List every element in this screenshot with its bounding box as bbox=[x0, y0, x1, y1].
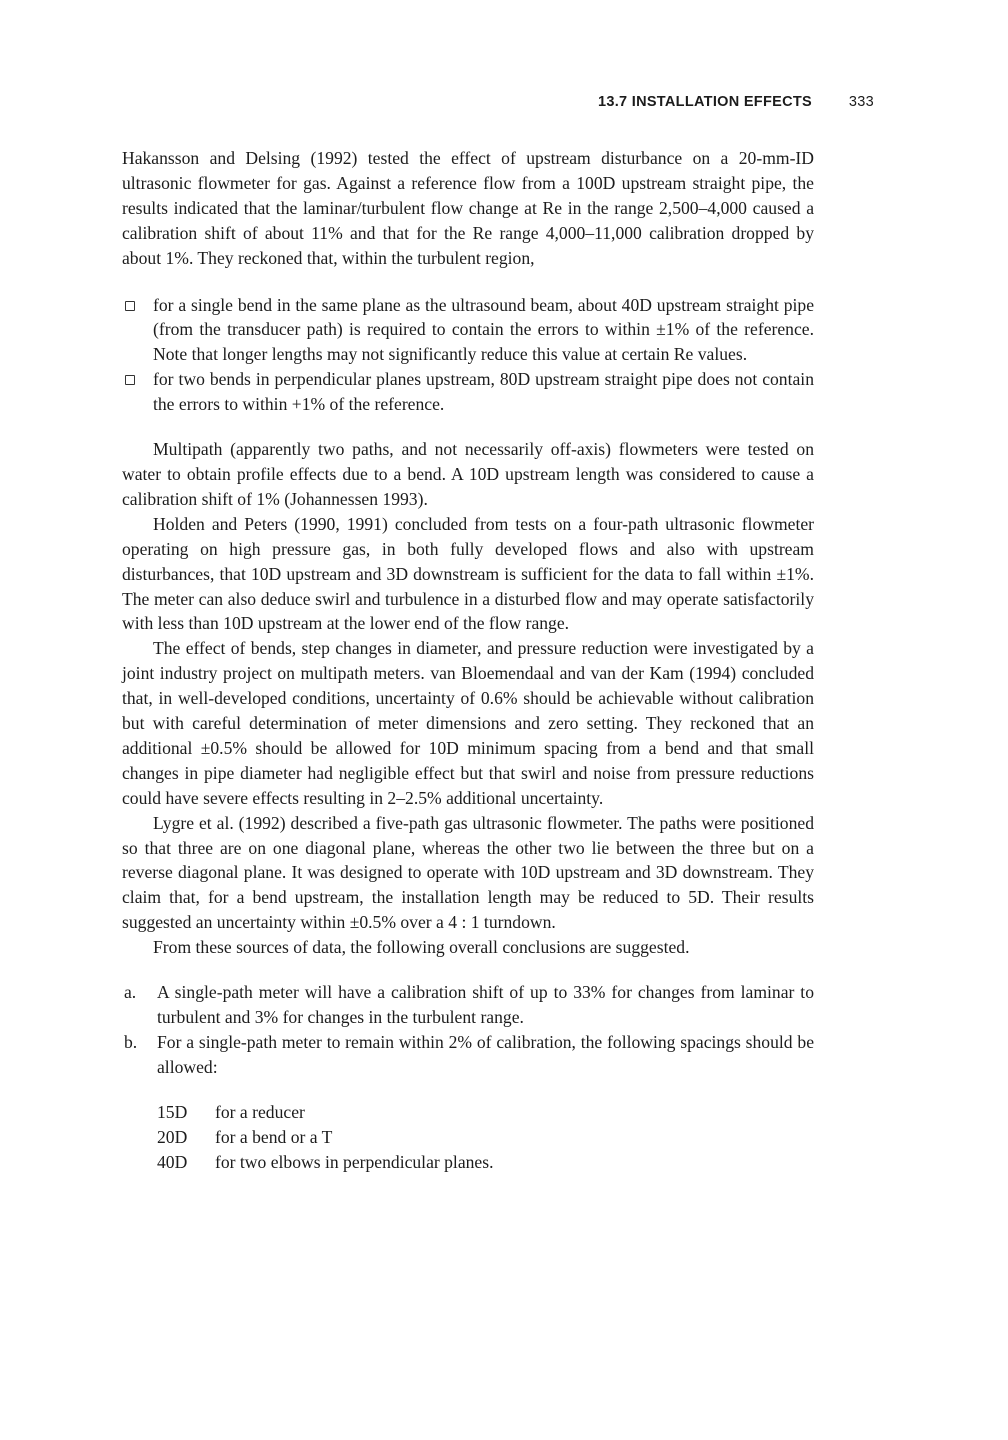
checkbox-bullet-icon bbox=[125, 375, 135, 385]
spacing-distance: 20D bbox=[157, 1126, 188, 1147]
list-item bbox=[122, 980, 814, 1030]
paragraph-lygre: Lygre et al. (1992) described a five-path gas ultrasonic flowmeter. The paths were positioned so that three are on one diagonal plane, whereas the other two lie between the three but on a reverse diagonal plane. It was designed to operate with 10D upstream and 3D downstream. They claim that, for a bend upstream, the installation length may be reduced to 5D. Their results suggested an uncertainty within ±0.5% over a 4 : 1 turndown. bbox=[122, 812, 814, 933]
running-head bbox=[122, 94, 874, 114]
table-row bbox=[157, 1150, 814, 1175]
conclusions-list bbox=[122, 980, 814, 1080]
body-text bbox=[122, 146, 814, 1174]
bullet-text: for two bends in perpendicular planes upstream, 80D upstream straight pipe does not contain the errors to within +1% of the reference. bbox=[153, 369, 814, 415]
spacing-table bbox=[157, 1100, 814, 1175]
paragraph-hakansson: Hakansson and Delsing (1992) tested the effect of upstream disturbance on a 20-mm-ID ultrasonic flowmeter for gas. Against a reference flow from a 100D upstream straight pipe, the results indicated that the laminar/turbulent flow change at Re in the range 2,500–4,000 caused a calibration shift of about 11% and that for the Re range 4,000–11,000 calibration dropped by about 1%. They reckoned that, within the turbulent region, bbox=[122, 148, 814, 268]
checkbox-bullet-icon bbox=[125, 301, 135, 311]
turbulent-region-list bbox=[122, 293, 814, 418]
table-row bbox=[157, 1125, 814, 1150]
spacing-distance: 15D bbox=[157, 1101, 188, 1122]
list-marker: a. bbox=[124, 982, 137, 1003]
paragraph-multipath: Multipath (apparently two paths, and not necessarily off-axis) flowmeters were tested on water to obtain profile effects due to a bend. A 10D upstream length was considered to cause a calibration shift of 1% (Johannessen 1993). bbox=[122, 439, 814, 509]
paragraph-conclusions-intro: From these sources of data, the following overall conclusions are suggested. bbox=[153, 937, 690, 958]
spacing-condition: for a reducer bbox=[215, 1101, 305, 1122]
page-number: 333 bbox=[848, 94, 874, 110]
spacing-condition: for a bend or a T bbox=[215, 1126, 333, 1147]
conclusion-text: For a single-path meter to remain within 2% of calibration, the following spacings should be allowed: bbox=[157, 1031, 814, 1077]
list-item bbox=[122, 367, 814, 417]
table-row bbox=[157, 1100, 814, 1125]
spacing-distance: 40D bbox=[157, 1151, 188, 1172]
list-item bbox=[122, 1030, 814, 1080]
paragraph-joint-industry: The effect of bends, step changes in diameter, and pressure reduction were investigated by a joint industry project on multipath meters. van Bloemendaal and van der Kam (1994) concluded that, in well-developed conditions, uncertainty of 0.6% should be achievable without calibration but with careful determination of meter dimensions and zero setting. They reckoned that an additional ±0.5% should be allowed for 10D minimum spacing from a bend and that small changes in pipe diameter had negligible effect but that swirl and noise from pressure reductions could have severe effects resulting in 2–2.5% additional uncertainty. bbox=[122, 638, 814, 808]
conclusion-text: A single-path meter will have a calibration shift of up to 33% for changes from laminar to turbulent and 3% for changes in the turbulent range. bbox=[157, 982, 814, 1027]
bullet-text: for a single bend in the same plane as the ultrasound beam, about 40D upstream straight pipe (from the transducer path) is required to contain the errors to within ±1% of the reference. Note that longer lengths may not significantly reduce this value at certain Re values. bbox=[153, 294, 814, 365]
list-item bbox=[122, 293, 814, 368]
spacing-condition: for two elbows in perpendicular planes. bbox=[215, 1151, 494, 1172]
paragraph-holden: Holden and Peters (1990, 1991) concluded from tests on a four-path ultrasonic flowmeter operating on high pressure gas, in both fully developed flows and also with upstream disturbances, that 10D upstream and 3D downstream is sufficient for the data to fall within ±1%. The meter can also deduce swirl and turbulence in a disturbed flow and may operate satisfactorily with less than 10D upstream at the lower end of the flow range. bbox=[122, 513, 814, 634]
list-marker: b. bbox=[124, 1031, 138, 1052]
section-title: 13.7 INSTALLATION EFFECTS bbox=[597, 94, 812, 110]
